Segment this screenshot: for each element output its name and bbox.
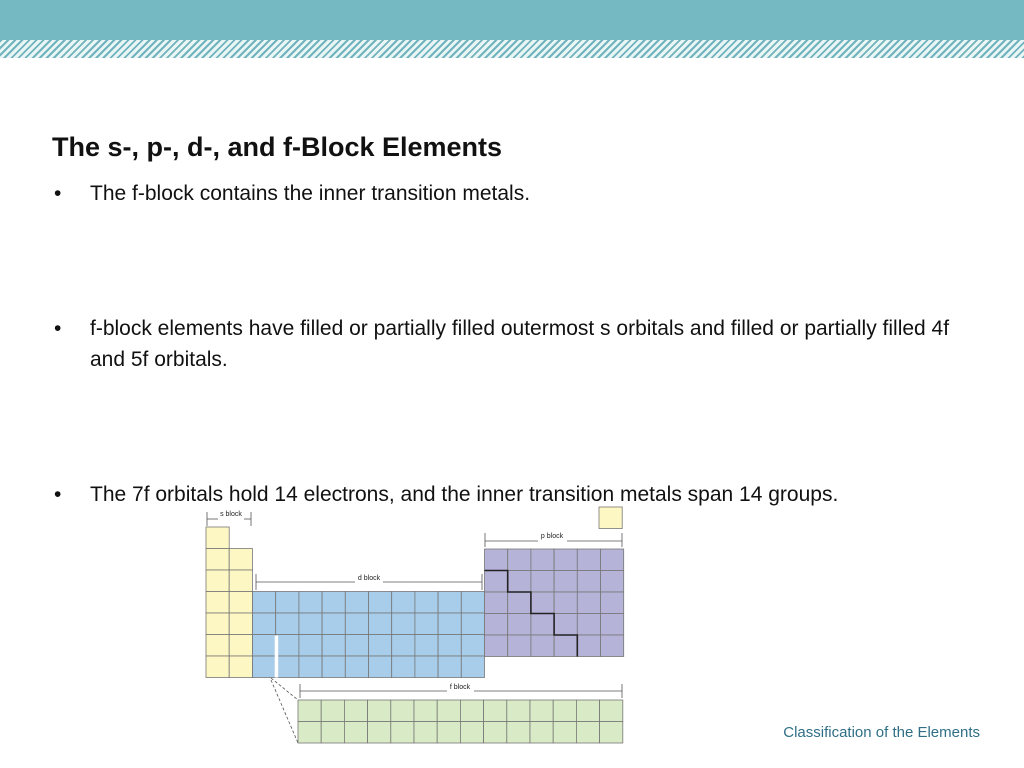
f-block-cell <box>553 722 576 744</box>
f-block-cell <box>600 722 623 744</box>
f-block-cell <box>391 722 414 744</box>
p-block-cell <box>601 571 624 593</box>
s-block-cell <box>206 613 229 635</box>
d-block-cell <box>438 635 461 657</box>
bullet-text: The 7f orbitals hold 14 electrons, and the inner transition metals span 14 groups. <box>90 483 839 506</box>
f-block-cell <box>391 700 414 722</box>
f-block-cell <box>298 722 321 744</box>
p-block-cell <box>601 614 624 636</box>
d-block-cell <box>392 656 415 678</box>
d-block-cell <box>369 635 392 657</box>
f-block-cell <box>414 722 437 744</box>
f-block-cell <box>460 700 483 722</box>
p-block-cell <box>577 549 600 571</box>
d-block-cell <box>299 635 322 657</box>
d-block-cell <box>276 613 299 635</box>
d-block-cell <box>392 592 415 614</box>
d-block-cell <box>345 656 368 678</box>
bullet-dot: • <box>54 317 62 340</box>
d-block-cell <box>461 592 484 614</box>
d-block-cell <box>461 635 484 657</box>
d-block-cell <box>415 613 438 635</box>
p-block-cell <box>508 549 531 571</box>
slide-title: The s-, p-, d-, and f-Block Elements <box>52 132 503 162</box>
s-block-cell <box>229 549 252 571</box>
p-block-label: p block <box>540 533 564 540</box>
d-block-cell <box>369 656 392 678</box>
s-block-cell <box>206 635 229 657</box>
p-block-cell <box>554 592 577 614</box>
f-block-cell <box>321 722 344 744</box>
d-block-label: d block <box>357 575 381 582</box>
d-block-cell <box>299 592 322 614</box>
d-block-cell <box>345 592 368 614</box>
d-block-cell <box>322 613 345 635</box>
bullet-dot: • <box>54 182 62 205</box>
p-block-cell <box>531 549 554 571</box>
s-block-cell <box>229 592 252 614</box>
f-block-cell <box>344 700 367 722</box>
p-block-cell <box>508 635 531 657</box>
f-block-cell <box>507 700 530 722</box>
f-block-cell <box>414 700 437 722</box>
f-block-cell <box>600 700 623 722</box>
f-block-cell <box>484 700 507 722</box>
s-block-cell <box>229 570 252 592</box>
d-block-cell <box>299 613 322 635</box>
s-block-label: s block <box>220 511 242 518</box>
d-block-cell <box>415 635 438 657</box>
d-block-cell <box>438 613 461 635</box>
f-block-cell <box>460 722 483 744</box>
p-block-cell <box>508 571 531 593</box>
p-block-cell <box>554 571 577 593</box>
bullet-text: The f-block contains the inner transition metals. <box>90 182 531 205</box>
d-block-cell <box>461 656 484 678</box>
d-block-cell <box>369 613 392 635</box>
d-block-cell <box>392 635 415 657</box>
p-block-cell <box>577 614 600 636</box>
f-block-cell <box>507 722 530 744</box>
f-block-cell <box>368 700 391 722</box>
p-block-cell <box>485 549 508 571</box>
d-block-cell <box>322 592 345 614</box>
f-block-cell <box>576 722 599 744</box>
f-block-cell <box>298 700 321 722</box>
p-block-cell <box>531 592 554 614</box>
d-block-cell <box>322 635 345 657</box>
f-block-cell <box>437 700 460 722</box>
d-block-cell <box>461 613 484 635</box>
f-block-cell <box>484 722 507 744</box>
d-block-cell <box>299 656 322 678</box>
p-block-cell <box>485 614 508 636</box>
p-block-cell <box>508 592 531 614</box>
s-block-cell <box>206 549 229 571</box>
footer-caption: Classification of the Elements <box>783 724 980 741</box>
f-block-cell <box>530 700 553 722</box>
s-block-cell <box>206 570 229 592</box>
p-block-cell <box>531 614 554 636</box>
s-block-cell <box>206 656 229 678</box>
f-block-cell <box>553 700 576 722</box>
f-block-cell <box>344 722 367 744</box>
d-block-cell <box>415 656 438 678</box>
f-block-cell <box>437 722 460 744</box>
p-block-cell <box>601 635 624 657</box>
d-block-cell <box>392 613 415 635</box>
p-block-cell <box>577 635 600 657</box>
s-block-cell <box>229 656 252 678</box>
d-block-cell <box>345 635 368 657</box>
f-block-label: f block <box>449 684 471 691</box>
p-block-cell <box>485 592 508 614</box>
bullet-text: f-block elements have filled or partially filled outermost s orbitals and filled or partially filled 4f and 5f orbitals. <box>90 317 950 371</box>
d-block-cell <box>253 656 276 678</box>
p-block-cell <box>577 571 600 593</box>
s-block-cell <box>206 527 229 549</box>
d-block-cell <box>322 656 345 678</box>
d-block-gap <box>275 636 279 678</box>
p-block-cell <box>601 592 624 614</box>
helium-cell <box>599 507 622 529</box>
bullet-dot: • <box>54 483 62 506</box>
d-block-cell <box>276 656 299 678</box>
s-block-cell <box>229 613 252 635</box>
d-block-cell <box>438 592 461 614</box>
p-block-cell <box>508 614 531 636</box>
d-block-cell <box>253 635 276 657</box>
s-block-cell <box>229 635 252 657</box>
d-block-cell <box>415 592 438 614</box>
p-block-cell <box>531 635 554 657</box>
p-block-cell <box>577 592 600 614</box>
f-block-cell <box>368 722 391 744</box>
p-block-cell <box>485 571 508 593</box>
p-block-cell <box>531 571 554 593</box>
f-block-cell <box>321 700 344 722</box>
d-block-cell <box>276 635 299 657</box>
p-block-cell <box>554 635 577 657</box>
d-block-cell <box>253 613 276 635</box>
d-block-cell <box>438 656 461 678</box>
d-block-cell <box>253 592 276 614</box>
f-block-cell <box>530 722 553 744</box>
f-block-cell <box>576 700 599 722</box>
p-block-cell <box>485 635 508 657</box>
p-block-cell <box>554 549 577 571</box>
d-block-cell <box>345 613 368 635</box>
d-block-cell <box>369 592 392 614</box>
d-block-cell <box>276 592 299 614</box>
f-block-leader-line <box>271 678 298 700</box>
p-block-cell <box>601 549 624 571</box>
s-block-cell <box>206 592 229 614</box>
p-block-cell <box>554 614 577 636</box>
